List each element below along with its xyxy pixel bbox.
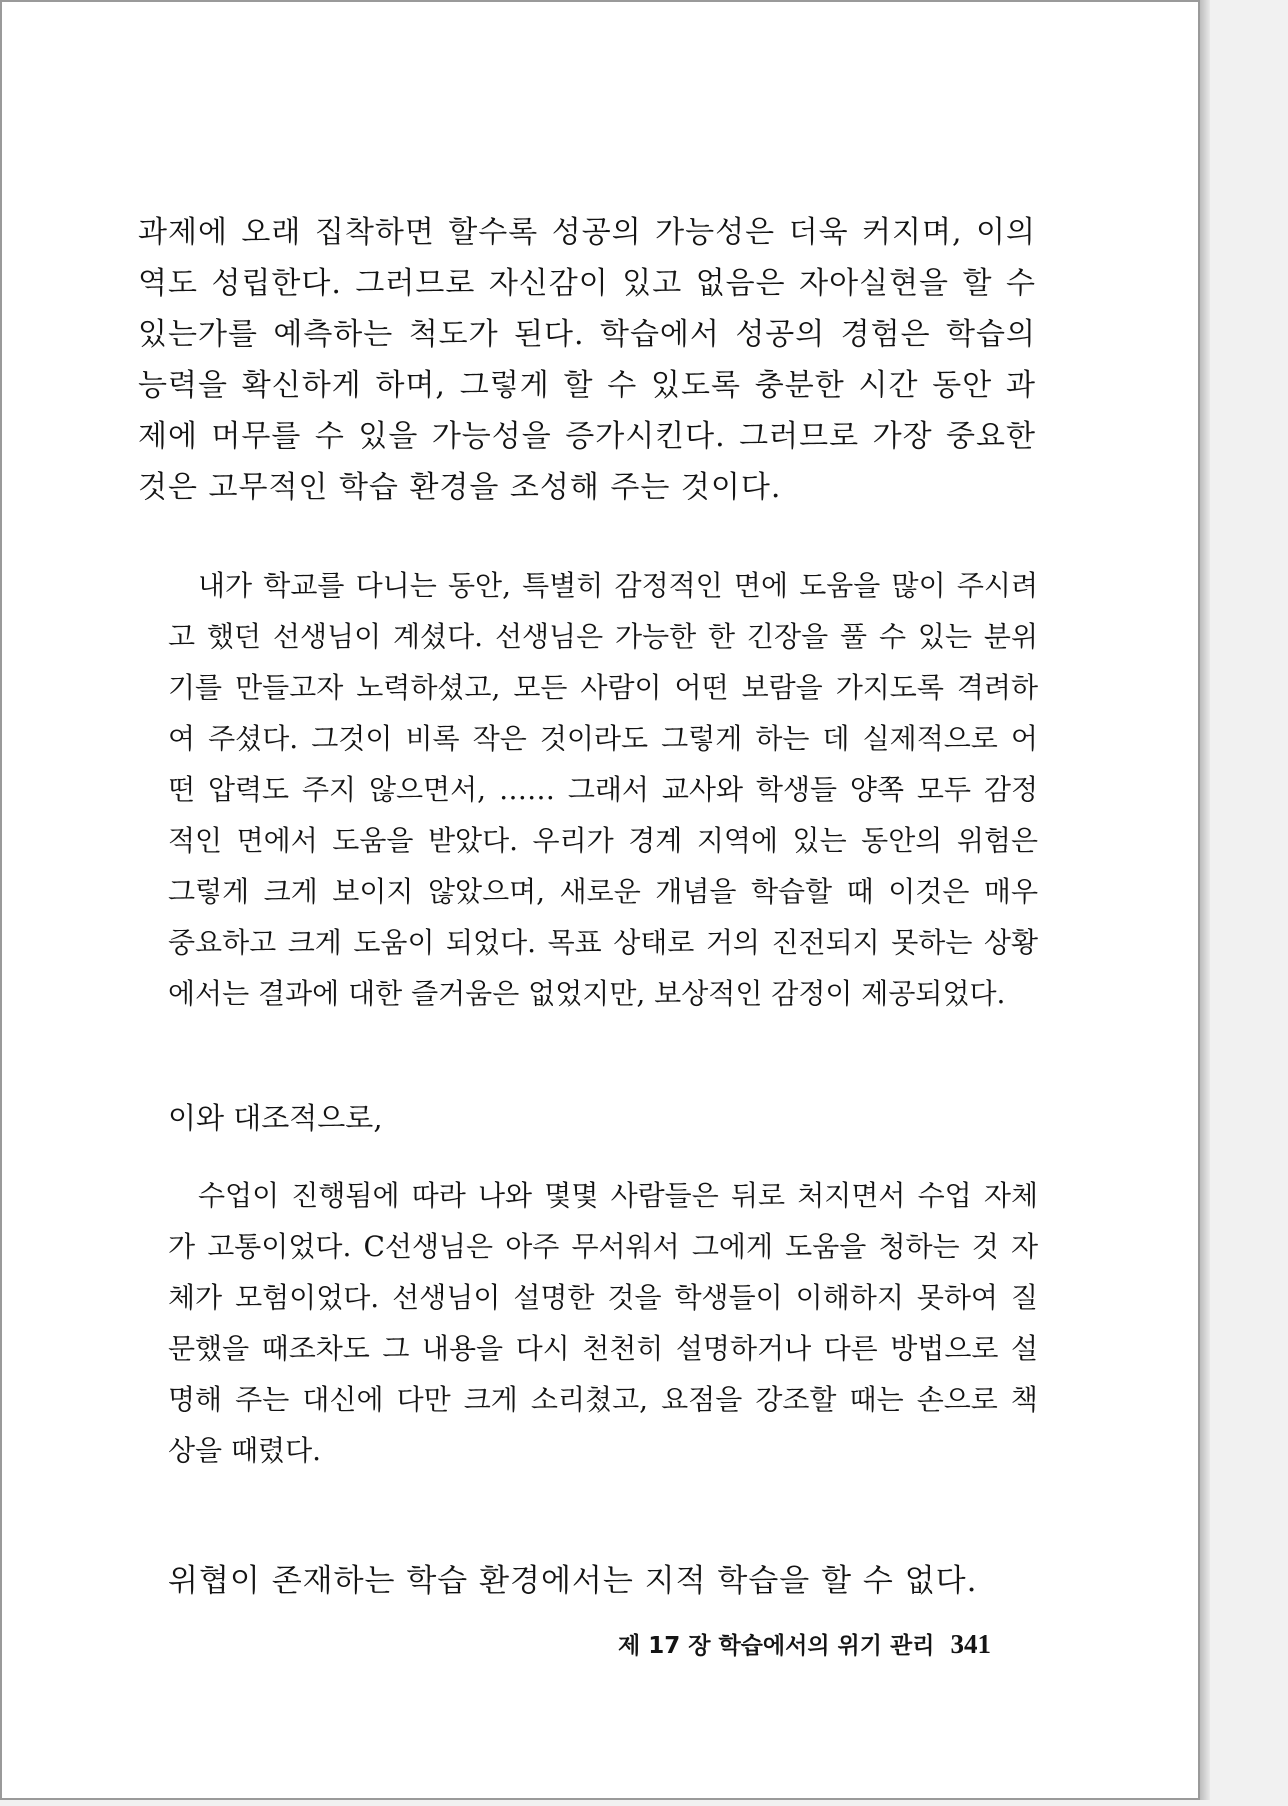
quote-1-line: 에서는 결과에 대한 즐거움은 없었지만, 보상적인 감정이 제공되었다. [168, 977, 1006, 1010]
quote-1-line: 여 주셨다. 그것이 비록 작은 것이라도 그렇게 하는 데 실제적으로 어 [168, 722, 1038, 755]
quote-2-line: 명해 주는 대신에 다만 크게 소리쳤고, 요점을 강조할 때는 손으로 책 [168, 1383, 1038, 1416]
paragraph-1-line: 있는가를 예측하는 척도가 된다. 학습에서 성공의 경험은 학습의 [138, 317, 1036, 352]
running-footer [618, 1627, 991, 1660]
contrast-intro: 이와 대조적으로, [168, 1101, 383, 1135]
quote-1-line: 기를 만들고자 노력하셨고, 모든 사람이 어떤 보람을 가지도록 격려하 [168, 671, 1038, 704]
quote-2-line: 체가 모험이었다. 선생님이 설명한 것을 학생들이 이해하지 못하여 질 [168, 1281, 1038, 1314]
page-edge [1200, 0, 1210, 1800]
paragraph-1-line: 것은 고무적인 학습 환경을 조성해 주는 것이다. [138, 470, 782, 505]
paragraph-1-line: 과제에 오래 집착하면 할수록 성공의 가능성은 더욱 커지며, 이의 [138, 215, 1036, 250]
quote-1-line: 중요하고 크게 도움이 되었다. 목표 상태로 거의 진전되지 못하는 상황 [168, 926, 1038, 959]
quote-1-line: 내가 학교를 다니는 동안, 특별히 감정적인 면에 도움을 많이 주시려 [198, 569, 1038, 602]
quote-1-line: 떤 압력도 주지 않으면서, …… 그래서 교사와 학생들 양쪽 모두 감정 [168, 773, 1038, 806]
quote-2-line: 수업이 진행됨에 따라 나와 몇몇 사람들은 뒤로 처지면서 수업 자체 [198, 1179, 1038, 1212]
paragraph-1-line: 제에 머무를 수 있을 가능성을 증가시킨다. 그러므로 가장 중요한 [138, 419, 1036, 454]
quote-2-line: 상을 때렸다. [168, 1434, 322, 1467]
paragraph-1-line: 능력을 확신하게 하며, 그렇게 할 수 있도록 충분한 시간 동안 과 [138, 368, 1036, 403]
quote-1-line: 그렇게 크게 보이지 않았으며, 새로운 개념을 학습할 때 이것은 매우 [168, 875, 1038, 908]
quote-2-line: 가 고통이었다. C선생님은 아주 무서워서 그에게 도움을 청하는 것 자 [168, 1230, 1038, 1263]
page-number: 341 [950, 1629, 991, 1659]
chapter-title: 제 17 장 학습에서의 위기 관리 [618, 1633, 935, 1659]
emphasis-statement: 위협이 존재하는 학습 환경에서는 지적 학습을 할 수 없다. [168, 1563, 978, 1599]
quote-2-line: 문했을 때조차도 그 내용을 다시 천천히 설명하거나 다른 방법으로 설 [168, 1332, 1038, 1365]
quote-1-line: 적인 면에서 도움을 받았다. 우리가 경계 지역에 있는 동안의 위험은 [168, 824, 1038, 857]
quote-1-line: 고 했던 선생님이 계셨다. 선생님은 가능한 한 긴장을 풀 수 있는 분위 [168, 620, 1038, 653]
paragraph-1-line: 역도 성립한다. 그러므로 자신감이 있고 없음은 자아실현을 할 수 [138, 266, 1036, 301]
